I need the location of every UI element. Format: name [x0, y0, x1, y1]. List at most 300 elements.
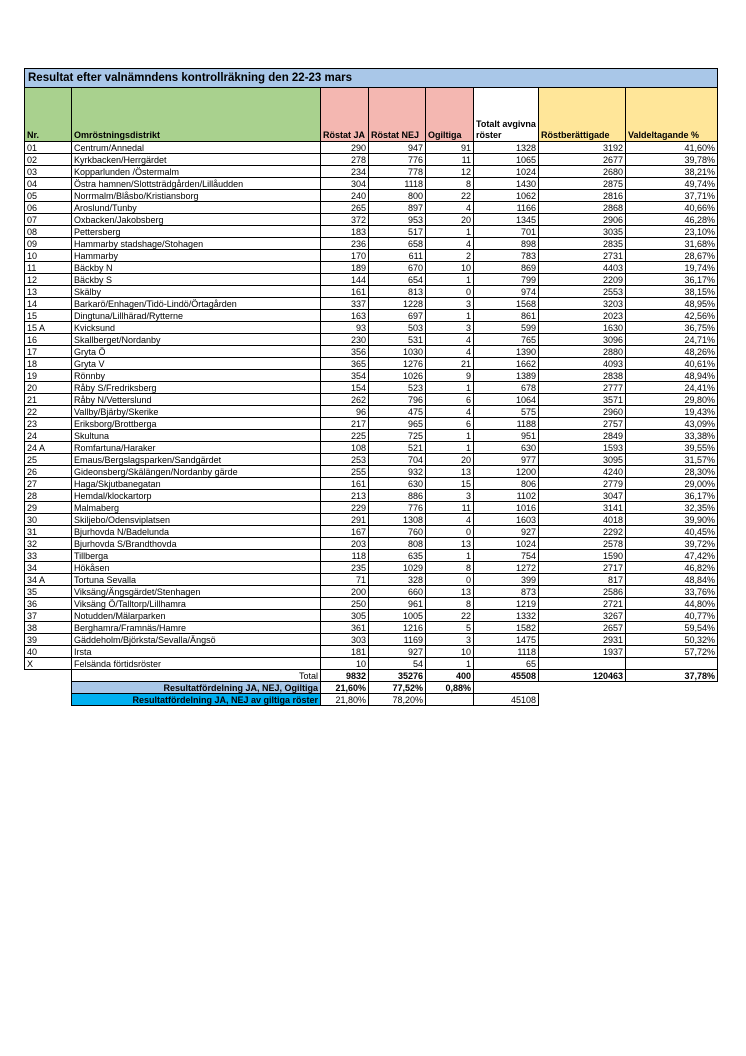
cell-nej: 1029 [369, 562, 426, 574]
cell-district: Rönnby [72, 370, 321, 382]
cell-rostberattigade: 2880 [539, 346, 626, 358]
cell-nr: 13 [25, 286, 72, 298]
cell-district: Bäckby S [72, 274, 321, 286]
cell-valdeltagande: 42,56% [626, 310, 718, 322]
table-row [25, 346, 718, 358]
cell-ogiltiga: 15 [426, 478, 474, 490]
cell-nr: 15 A [25, 322, 72, 334]
cell-ja: 189 [321, 262, 369, 274]
cell-district: Felsända förtidsröster [72, 658, 321, 670]
cell-nej: 1005 [369, 610, 426, 622]
cell-valdeltagande: 32,35% [626, 502, 718, 514]
cell-valdeltagande: 48,94% [626, 370, 718, 382]
table-row [25, 382, 718, 394]
results-table [24, 68, 718, 706]
cell-rostberattigade: 2875 [539, 178, 626, 190]
cell-ogiltiga: 1 [426, 550, 474, 562]
cell-district: Pettersberg [72, 226, 321, 238]
cell-totalt: 1389 [474, 370, 539, 382]
table-row [25, 502, 718, 514]
cell-ogiltiga: 5 [426, 622, 474, 634]
cell-nej: 670 [369, 262, 426, 274]
cell-nej: 796 [369, 394, 426, 406]
cell-ja: 10 [321, 658, 369, 670]
cell-nej: 1228 [369, 298, 426, 310]
cell-totalt: 1662 [474, 358, 539, 370]
cell-ogiltiga: 4 [426, 346, 474, 358]
cell-district: Gryta Ö [72, 346, 321, 358]
cell-district: Haga/Skjutbanegatan [72, 478, 321, 490]
table-row [25, 358, 718, 370]
cell-totalt: 974 [474, 286, 539, 298]
table-title: Resultat efter valnämndens kontrollräkning den 22-23 mars [25, 69, 718, 88]
cell-valdeltagande: 38,21% [626, 166, 718, 178]
cell-district: Norrmalm/Blåsbo/Kristiansborg [72, 190, 321, 202]
cell-nr: 06 [25, 202, 72, 214]
cell-ogiltiga: 4 [426, 334, 474, 346]
cell-ja: 225 [321, 430, 369, 442]
cell-nr: 24 A [25, 442, 72, 454]
cell-valdeltagande: 48,84% [626, 574, 718, 586]
cell-nej: 475 [369, 406, 426, 418]
cell-valdeltagande: 31,68% [626, 238, 718, 250]
cell-rostberattigade: 2731 [539, 250, 626, 262]
table-row [25, 562, 718, 574]
cell-valdeltagande: 40,45% [626, 526, 718, 538]
cell-valdeltagande: 37,71% [626, 190, 718, 202]
cell-rostberattigade: 2868 [539, 202, 626, 214]
cell-rostberattigade: 3267 [539, 610, 626, 622]
total-label: Total [72, 670, 321, 682]
table-row [25, 526, 718, 538]
total-row [25, 670, 718, 682]
cell-nr: 05 [25, 190, 72, 202]
cell-rostberattigade: 1590 [539, 550, 626, 562]
table-row [25, 250, 718, 262]
cell-rostberattigade: 3095 [539, 454, 626, 466]
cell-valdeltagande: 24,41% [626, 382, 718, 394]
cell-nr: 29 [25, 502, 72, 514]
cell-nr: 40 [25, 646, 72, 658]
cell-totalt: 783 [474, 250, 539, 262]
cell-district: Hammarby [72, 250, 321, 262]
cell-ogiltiga: 6 [426, 418, 474, 430]
cell-rostberattigade: 2657 [539, 622, 626, 634]
cell-ja: 183 [321, 226, 369, 238]
cell-ja: 278 [321, 154, 369, 166]
table-row [25, 658, 718, 670]
table-row [25, 310, 718, 322]
cell-ogiltiga: 3 [426, 322, 474, 334]
cell-valdeltagande: 57,72% [626, 646, 718, 658]
cell-nej: 886 [369, 490, 426, 502]
cell-totalt: 1272 [474, 562, 539, 574]
cell-ogiltiga: 20 [426, 214, 474, 226]
cell-rostberattigade: 3035 [539, 226, 626, 238]
cell-nej: 1030 [369, 346, 426, 358]
table-row [25, 646, 718, 658]
cell-rostberattigade: 2838 [539, 370, 626, 382]
cell-rostberattigade: 2816 [539, 190, 626, 202]
cell-totalt: 977 [474, 454, 539, 466]
header-nr: Nr. [25, 88, 72, 142]
cell-ogiltiga: 91 [426, 142, 474, 154]
cell-nr: 39 [25, 634, 72, 646]
cell-district: Gryta V [72, 358, 321, 370]
cell-nej: 961 [369, 598, 426, 610]
cell-valdeltagande: 39,78% [626, 154, 718, 166]
cell-valdeltagande: 39,55% [626, 442, 718, 454]
table-row [25, 538, 718, 550]
table-row [25, 598, 718, 610]
cell-ogiltiga: 0 [426, 526, 474, 538]
cell-totalt: 1603 [474, 514, 539, 526]
cell-valdeltagande: 43,09% [626, 418, 718, 430]
cell-nr: 18 [25, 358, 72, 370]
cell-ogiltiga: 13 [426, 466, 474, 478]
cell-ja: 236 [321, 238, 369, 250]
cell-rostberattigade: 4403 [539, 262, 626, 274]
cell-valdeltagande: 19,43% [626, 406, 718, 418]
table-row [25, 334, 718, 346]
cell-district: Tortuna Sevalla [72, 574, 321, 586]
cell-ogiltiga: 3 [426, 634, 474, 646]
cell-nr: 15 [25, 310, 72, 322]
table-row [25, 178, 718, 190]
cell-valdeltagande: 29,00% [626, 478, 718, 490]
cell-totalt: 1582 [474, 622, 539, 634]
cell-district: Bäckby N [72, 262, 321, 274]
table-row [25, 622, 718, 634]
cell-nr: 24 [25, 430, 72, 442]
cell-nr: 23 [25, 418, 72, 430]
table-row [25, 586, 718, 598]
cell-nr: 22 [25, 406, 72, 418]
cell-ja: 240 [321, 190, 369, 202]
cell-valdeltagande: 49,74% [626, 178, 718, 190]
summary1-nej: 77,52% [369, 682, 426, 694]
cell-district: Hökåsen [72, 562, 321, 574]
cell-totalt: 701 [474, 226, 539, 238]
cell-ogiltiga: 3 [426, 298, 474, 310]
cell-ogiltiga: 2 [426, 250, 474, 262]
cell-valdeltagande: 36,75% [626, 322, 718, 334]
cell-ja: 154 [321, 382, 369, 394]
cell-valdeltagande: 28,67% [626, 250, 718, 262]
cell-nr: 03 [25, 166, 72, 178]
cell-totalt: 1332 [474, 610, 539, 622]
cell-nr: 38 [25, 622, 72, 634]
cell-rostberattigade: 3192 [539, 142, 626, 154]
cell-rostberattigade: 4240 [539, 466, 626, 478]
cell-nej: 1118 [369, 178, 426, 190]
cell-nej: 725 [369, 430, 426, 442]
cell-valdeltagande: 44,80% [626, 598, 718, 610]
summary1-ja: 21,60% [321, 682, 369, 694]
cell-valdeltagande: 33,76% [626, 586, 718, 598]
table-row [25, 370, 718, 382]
cell-nej: 1308 [369, 514, 426, 526]
cell-rostberattigade: 4093 [539, 358, 626, 370]
cell-ja: 161 [321, 286, 369, 298]
cell-rostberattigade: 3096 [539, 334, 626, 346]
cell-ja: 265 [321, 202, 369, 214]
cell-nr: 33 [25, 550, 72, 562]
cell-nr: 34 A [25, 574, 72, 586]
summary-row-2 [25, 694, 718, 706]
cell-valdeltagande: 29,80% [626, 394, 718, 406]
cell-nr: 21 [25, 394, 72, 406]
cell-ja: 372 [321, 214, 369, 226]
table-row [25, 394, 718, 406]
cell-totalt: 678 [474, 382, 539, 394]
cell-ogiltiga: 1 [426, 226, 474, 238]
cell-ogiltiga: 22 [426, 190, 474, 202]
cell-ja: 161 [321, 478, 369, 490]
cell-ogiltiga: 8 [426, 562, 474, 574]
cell-ogiltiga: 8 [426, 178, 474, 190]
cell-ja: 167 [321, 526, 369, 538]
cell-nej: 776 [369, 502, 426, 514]
cell-nr: 36 [25, 598, 72, 610]
cell-nr: 27 [25, 478, 72, 490]
table-row [25, 430, 718, 442]
cell-totalt: 1200 [474, 466, 539, 478]
cell-totalt: 799 [474, 274, 539, 286]
cell-district: Skiljebo/Odensviplatsen [72, 514, 321, 526]
cell-ja: 250 [321, 598, 369, 610]
cell-ja: 200 [321, 586, 369, 598]
cell-ja: 290 [321, 142, 369, 154]
cell-ja: 181 [321, 646, 369, 658]
cell-ja: 118 [321, 550, 369, 562]
cell-valdeltagande: 40,66% [626, 202, 718, 214]
cell-district: Råby N/Vetterslund [72, 394, 321, 406]
cell-totalt: 898 [474, 238, 539, 250]
summary2-nej: 78,20% [369, 694, 426, 706]
cell-ja: 229 [321, 502, 369, 514]
cell-ogiltiga: 13 [426, 538, 474, 550]
cell-district: Råby S/Fredriksberg [72, 382, 321, 394]
cell-rostberattigade: 2717 [539, 562, 626, 574]
cell-district: Gäddeholm/Björksta/Sevalla/Ängsö [72, 634, 321, 646]
cell-valdeltagande: 50,32% [626, 634, 718, 646]
cell-district: Hemdal/klockartorp [72, 490, 321, 502]
cell-nr: 16 [25, 334, 72, 346]
cell-ja: 230 [321, 334, 369, 346]
cell-ogiltiga: 11 [426, 154, 474, 166]
cell-rostberattigade: 2292 [539, 526, 626, 538]
cell-totalt: 806 [474, 478, 539, 490]
cell-nr: 37 [25, 610, 72, 622]
cell-nej: 635 [369, 550, 426, 562]
cell-totalt: 1390 [474, 346, 539, 358]
cell-totalt: 630 [474, 442, 539, 454]
cell-totalt: 1568 [474, 298, 539, 310]
cell-nr: 19 [25, 370, 72, 382]
summary-row-1 [25, 682, 718, 694]
table-row [25, 442, 718, 454]
cell-totalt: 1062 [474, 190, 539, 202]
cell-totalt: 1430 [474, 178, 539, 190]
cell-ja: 365 [321, 358, 369, 370]
cell-ja: 163 [321, 310, 369, 322]
cell-totalt: 951 [474, 430, 539, 442]
cell-totalt: 1219 [474, 598, 539, 610]
cell-district: Tillberga [72, 550, 321, 562]
cell-nr: 26 [25, 466, 72, 478]
cell-rostberattigade: 1593 [539, 442, 626, 454]
cell-valdeltagande: 47,42% [626, 550, 718, 562]
table-row [25, 166, 718, 178]
cell-ja: 291 [321, 514, 369, 526]
header-totalt: Totalt avgivna röster [474, 88, 539, 142]
cell-nej: 660 [369, 586, 426, 598]
cell-ogiltiga: 8 [426, 598, 474, 610]
cell-ja: 303 [321, 634, 369, 646]
cell-totalt: 575 [474, 406, 539, 418]
cell-ogiltiga: 3 [426, 490, 474, 502]
cell-nej: 654 [369, 274, 426, 286]
cell-district: Malmaberg [72, 502, 321, 514]
cell-totalt: 1345 [474, 214, 539, 226]
cell-district: Skälby [72, 286, 321, 298]
cell-rostberattigade: 2677 [539, 154, 626, 166]
cell-ogiltiga: 11 [426, 502, 474, 514]
results-sheet [24, 68, 718, 706]
cell-valdeltagande: 59,54% [626, 622, 718, 634]
cell-ja: 234 [321, 166, 369, 178]
table-row [25, 574, 718, 586]
cell-valdeltagande: 19,74% [626, 262, 718, 274]
cell-totalt: 927 [474, 526, 539, 538]
cell-ogiltiga: 1 [426, 310, 474, 322]
cell-district: Oxbacken/Jakobsberg [72, 214, 321, 226]
cell-nr: 01 [25, 142, 72, 154]
cell-totalt: 765 [474, 334, 539, 346]
cell-valdeltagande: 39,72% [626, 538, 718, 550]
table-row [25, 298, 718, 310]
total-nej: 35276 [369, 670, 426, 682]
cell-totalt: 1024 [474, 166, 539, 178]
cell-rostberattigade: 2779 [539, 478, 626, 490]
cell-totalt: 1024 [474, 538, 539, 550]
cell-valdeltagande: 28,30% [626, 466, 718, 478]
cell-ogiltiga: 1 [426, 430, 474, 442]
cell-ja: 144 [321, 274, 369, 286]
table-row [25, 190, 718, 202]
cell-nr: 02 [25, 154, 72, 166]
cell-valdeltagande: 46,82% [626, 562, 718, 574]
cell-nr: 34 [25, 562, 72, 574]
cell-nej: 517 [369, 226, 426, 238]
cell-rostberattigade: 2721 [539, 598, 626, 610]
cell-nej: 1026 [369, 370, 426, 382]
cell-totalt: 1065 [474, 154, 539, 166]
cell-rostberattigade: 2835 [539, 238, 626, 250]
cell-district: Skallberget/Nordanby [72, 334, 321, 346]
cell-nr: 08 [25, 226, 72, 238]
cell-nr: X [25, 658, 72, 670]
cell-nej: 947 [369, 142, 426, 154]
cell-rostberattigade: 2578 [539, 538, 626, 550]
cell-ogiltiga: 0 [426, 574, 474, 586]
cell-valdeltagande: 40,61% [626, 358, 718, 370]
table-row [25, 634, 718, 646]
cell-ja: 361 [321, 622, 369, 634]
header-rostberattigade: Röstberättigade [539, 88, 626, 142]
cell-district: Kvicksund [72, 322, 321, 334]
cell-nej: 778 [369, 166, 426, 178]
cell-ja: 337 [321, 298, 369, 310]
cell-totalt: 1188 [474, 418, 539, 430]
table-row [25, 454, 718, 466]
title-row [25, 69, 718, 88]
header-ja: Röstat JA [321, 88, 369, 142]
cell-valdeltagande [626, 658, 718, 670]
cell-ogiltiga: 22 [426, 610, 474, 622]
header-row [25, 88, 718, 142]
cell-ogiltiga: 4 [426, 202, 474, 214]
cell-district: Hammarby stadshage/Stohagen [72, 238, 321, 250]
cell-nej: 503 [369, 322, 426, 334]
cell-nej: 704 [369, 454, 426, 466]
cell-nej: 630 [369, 478, 426, 490]
table-row [25, 286, 718, 298]
cell-nr: 12 [25, 274, 72, 286]
cell-totalt: 861 [474, 310, 539, 322]
cell-totalt: 599 [474, 322, 539, 334]
cell-district: Aroslund/Tunby [72, 202, 321, 214]
table-row [25, 322, 718, 334]
cell-ja: 235 [321, 562, 369, 574]
cell-ogiltiga: 4 [426, 238, 474, 250]
cell-rostberattigade: 2757 [539, 418, 626, 430]
cell-nej: 611 [369, 250, 426, 262]
cell-nej: 800 [369, 190, 426, 202]
cell-ogiltiga: 6 [426, 394, 474, 406]
cell-rostberattigade: 2209 [539, 274, 626, 286]
cell-nr: 07 [25, 214, 72, 226]
cell-ja: 304 [321, 178, 369, 190]
cell-ja: 96 [321, 406, 369, 418]
cell-nej: 808 [369, 538, 426, 550]
cell-rostberattigade: 3571 [539, 394, 626, 406]
cell-rostberattigade: 1937 [539, 646, 626, 658]
cell-rostberattigade: 2586 [539, 586, 626, 598]
cell-ogiltiga: 20 [426, 454, 474, 466]
cell-valdeltagande: 46,28% [626, 214, 718, 226]
cell-district: Centrum/Annedal [72, 142, 321, 154]
cell-rostberattigade: 2849 [539, 430, 626, 442]
header-valdeltagande: Valdeltagande % [626, 88, 718, 142]
cell-nr: 10 [25, 250, 72, 262]
cell-district: Kyrkbacken/Herrgärdet [72, 154, 321, 166]
cell-nej: 523 [369, 382, 426, 394]
cell-district: Skultuna [72, 430, 321, 442]
cell-ja: 356 [321, 346, 369, 358]
cell-valdeltagande: 36,17% [626, 490, 718, 502]
cell-nej: 965 [369, 418, 426, 430]
cell-nej: 1216 [369, 622, 426, 634]
cell-district: Berghamra/Framnäs/Hamre [72, 622, 321, 634]
cell-ogiltiga: 10 [426, 646, 474, 658]
cell-district: Emaus/Bergslagsparken/Sandgärdet [72, 454, 321, 466]
cell-district: Viksäng Ö/Talltorp/Lillhamra [72, 598, 321, 610]
cell-ogiltiga: 4 [426, 406, 474, 418]
cell-nr: 04 [25, 178, 72, 190]
cell-nej: 932 [369, 466, 426, 478]
